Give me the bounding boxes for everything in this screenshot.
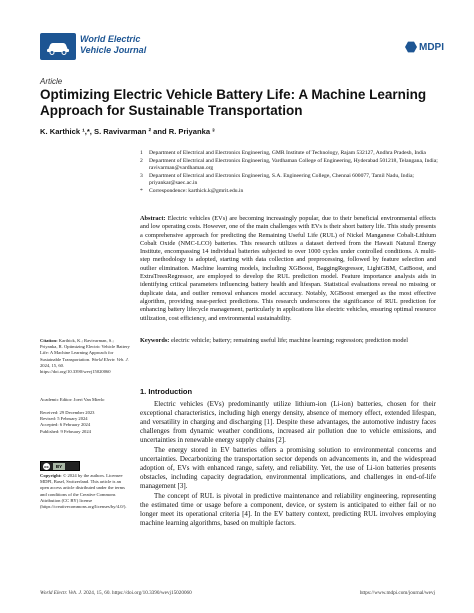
publisher-name: MDPI — [419, 41, 444, 53]
paper-title: Optimizing Electric Vehicle Battery Life: A Machine Learning Approach for Sustainable Transportation — [40, 87, 427, 118]
journal-logo — [40, 33, 76, 60]
footer-doi[interactable]: 2024, 15, 60. https://doi.org/10.3390/wevj15020060 — [83, 590, 192, 596]
citation-doi[interactable]: 2024, 15, 60. https://doi.org/10.3390/wevj15020060 — [40, 362, 111, 375]
journal-name — [80, 34, 146, 55]
accepted-date: Accepted: 6 February 2024 — [40, 422, 91, 428]
received-date: Received: 29 December 2023 — [40, 410, 95, 415]
affiliation-item: 1 Department of Electrical and Electronics Engineering, GMR Institute of Technology, Rajam 532127, Andhra Pradesh, India — [140, 150, 426, 156]
footer-url[interactable]: https://www.mdpi.com/journal/wevj — [359, 590, 435, 596]
paragraph: Electric vehicles (EVs) predominantly utilize lithium-ion (Li-ion) batteries, chosen for their exceptional characteristics, including high energy density, absence of memory effect, extended lifespan, and versatility in charging and discharging [1]. Despite these advantages, the automotive industry faces challenges from dynamic weather conditions, increased air pollution due to vehicle emissions, and uncertainties in renewable energy supply chains [2]. — [140, 400, 436, 444]
keywords-text: electric vehicle; battery; remaining useful life; machine learning; regression; prediction model — [170, 337, 409, 344]
affiliation-item: 3 Department of Electrical and Electronics Engineering, S.A. Engineering College, Chennai 600077, Tamil Nadu, India; priyankar@saec.ac.in — [140, 172, 414, 187]
mdpi-hexagon-icon — [405, 41, 417, 53]
affiliation-item: 2 Department of Electrical and Electronics Engineering, Vardhaman College of Engineering, Hyderabad 501218, Telangana, India; ravivarman@vardhaman.org — [140, 157, 438, 172]
cc-by-badge[interactable] — [40, 461, 80, 471]
citation-label: Citation: — [40, 338, 58, 343]
copyright-block — [40, 473, 130, 510]
copyright-text: © 2024 by the authors. Licensee MDPI, Basel, Switzerland. This article is an open access article distributed under the terms and conditions of the Creative Commons Attribution (CC BY) license (https://creativecommons.org/licenses/by/4.0/). — [40, 473, 127, 510]
copyright-label: Copyright: — [40, 473, 62, 478]
citation-text: Karthick, K.; Ravivarman, S.; Priyanka, R. Optimizing Electric Vehicle Battery Life: A Machine Learning Approach for Sustainable Transportation. — [40, 338, 130, 362]
abstract-text: Electric vehicles (EVs) are becoming increasingly popular, due to their beneficial environmental effects and low operating costs. However, one of the main challenges with EVs is their short battery life. This study presents a comprehensive approach for predicting the Remaining Useful Life (RUL) of Nickel Manganese Cobalt-Lithium Cobalt Oxide (NMC-LCO) batteries. This research utilizes a dataset derived from the Hawaii Natural Energy Institute, encompassing 14 individual batteries subjected to over 1000 cycles under controlled conditions. A multi-step methodology is adopted, starting with data collection and preprocessing, followed by feature selection and outlier elimination. Machine learning models, including XGBoost, BaggingRegressor, LightGBM, CatBoost, and ExtraTreesRegressor, are employed to develop the RUL prediction model. Feature importance analysis aids in identifying critical parameters influencing battery health and lifespan. Statistical evaluations reveal no missing or duplicate data, and outlier removal enhances model accuracy. Notably, XGBoost emerged as the most effective algorithm, providing near-perfect predictions. This research underscores the significance of RUL prediction for enhancing battery lifecycle management, particularly in applications like electric vehicles, ensuring optimal resource utilization, cost efficiency, and environmental sustainability. — [140, 215, 436, 322]
citation-journal: World Electr. Veh. J. — [91, 356, 129, 362]
introduction-body — [140, 400, 436, 529]
paragraph: The energy stored in EV batteries offers a promising solution to environmental concerns and uncertainties. Decarbonizing the transportation sector depends on advancements in, and the widespread adoption of, EVs with enhanced range, safety, and reliability. Yet, the use of Li-ion batteries presents obstacles, including capacity degradation, environmental implications, and challenges in end-of-life management [3]. — [140, 446, 436, 490]
section-heading: 1. Introduction — [140, 387, 193, 396]
correspondence: * Correspondence: karthick.k@gmrit.edu.in — [140, 187, 244, 194]
car-icon — [45, 39, 71, 55]
footer-citation — [40, 590, 192, 596]
journal-name-line1: World Electric — [80, 34, 141, 44]
journal-name-line2: Vehicle Journal — [80, 44, 147, 55]
keywords-label: Keywords: — [140, 337, 170, 344]
abstract-label: Abstract: — [140, 215, 166, 222]
published-date: Published: 9 February 2024 — [40, 428, 91, 434]
editor-line: Academic Editor: Joeri Van Mierlo — [40, 397, 105, 402]
keywords — [140, 337, 436, 345]
citation-block — [40, 338, 130, 375]
dates-block — [40, 410, 130, 435]
publisher-logo — [405, 41, 444, 53]
revised-date: Revised: 5 February 2024 — [40, 416, 88, 422]
by-icon: BY — [53, 463, 65, 470]
footer-journal: World Electr. Veh. J. — [40, 590, 83, 596]
author-list: K. Karthick ¹,*, S. Ravivarman ² and R. Priyanka ³ — [40, 127, 215, 136]
paragraph: The concept of RUL is pivotal in predictive maintenance and reliability engineering, representing the estimated time or usage before a component, device, or system is anticipated to either fail or no longer meet its operational criteria [4]. In the EV battery context, predicting RUL involves employing machine learning algorithms, based on multiple factors. — [140, 492, 436, 527]
article-type: Article — [40, 77, 63, 86]
abstract — [140, 215, 436, 323]
cc-icon: cc — [44, 463, 49, 469]
affiliations — [140, 150, 440, 196]
